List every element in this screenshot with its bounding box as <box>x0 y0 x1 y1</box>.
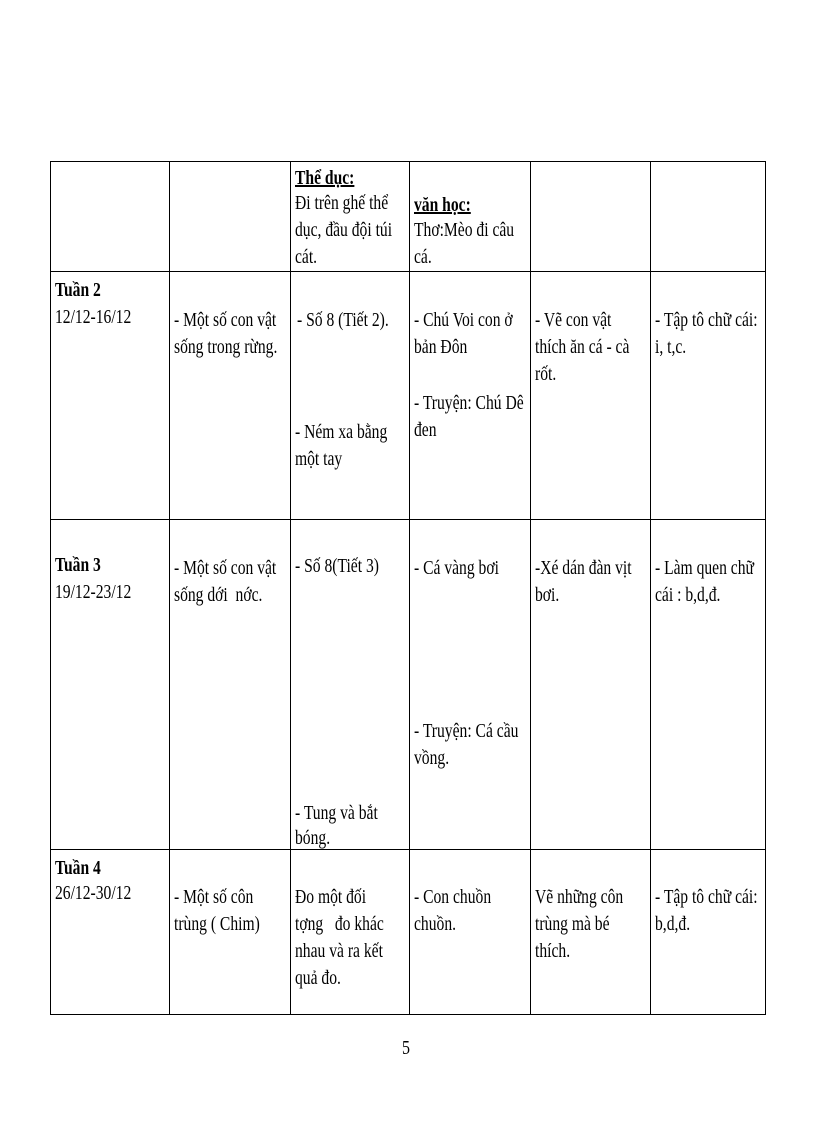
cell-text: - Truyện: Cá cầu <box>414 720 519 742</box>
row-divider <box>50 519 766 520</box>
column-divider <box>290 161 291 1015</box>
column-divider <box>169 161 170 1015</box>
cell-text: vồng. <box>414 747 450 769</box>
row-divider <box>50 849 766 850</box>
cell-text: bản Đôn <box>414 336 468 358</box>
pe-heading: Thể dục: <box>295 167 355 189</box>
cell-text: - Vẽ con vật <box>535 309 612 331</box>
cell-text: - Làm quen chữ <box>655 557 754 579</box>
cell-text: Đo một đối <box>295 886 367 908</box>
column-divider <box>409 161 410 1015</box>
cell-text: chuồn. <box>414 913 457 935</box>
cell-text: cát. <box>295 246 318 268</box>
cell-text: dục, đầu đội túi <box>295 219 393 241</box>
week-label: Tuần 4 <box>55 857 101 879</box>
page-number: 5 <box>402 1037 410 1059</box>
cell-text: Đi trên ghế thể <box>295 192 389 214</box>
cell-text: cá. <box>414 246 432 268</box>
cell-text: Vẽ những côn <box>535 886 624 908</box>
cell-text: sống trong rừng. <box>174 336 278 358</box>
cell-text: tợng đo khác <box>295 913 384 935</box>
cell-text: thích. <box>535 940 571 962</box>
cell-text: - Số 8 (Tiết 2). <box>297 309 389 331</box>
cell-text: - Một số côn <box>174 886 254 908</box>
cell-text: -Xé dán đàn vịt <box>535 557 632 579</box>
cell-text: đen <box>414 419 437 441</box>
cell-text: thích ăn cá - cà <box>535 336 630 358</box>
cell-text: - Số 8(Tiết 3) <box>295 555 379 577</box>
cell-text: - Con chuồn <box>414 886 492 908</box>
cell-text: - Ném xa bằng <box>295 421 388 443</box>
cell-text: - Tập tô chữ cái: <box>655 309 758 331</box>
cell-text: quả đo. <box>295 967 341 989</box>
week-label: Tuần 2 <box>55 279 101 301</box>
cell-text: - Một số con vật <box>174 309 277 331</box>
row-divider <box>50 271 766 272</box>
cell-text: i, t,c. <box>655 336 687 358</box>
cell-text: rốt. <box>535 363 557 385</box>
cell-text: trùng mà bé <box>535 913 610 935</box>
cell-text: một tay <box>295 448 343 470</box>
cell-text: bóng. <box>295 827 331 849</box>
week-dates: 19/12-23/12 <box>55 581 132 603</box>
column-divider <box>530 161 531 1015</box>
week-label: Tuần 3 <box>55 554 101 576</box>
cell-text: cái : b,d,đ. <box>655 584 721 606</box>
cell-text: - Chú Voi con ở <box>414 309 513 331</box>
cell-text: nhau và ra kết <box>295 940 383 962</box>
cell-text: Thơ:Mèo đi câu <box>414 219 515 241</box>
literature-heading: văn học: <box>414 194 471 216</box>
cell-text: b,d,đ. <box>655 913 691 935</box>
column-divider <box>650 161 651 1015</box>
week-dates: 12/12-16/12 <box>55 306 132 328</box>
cell-text: - Tập tô chữ cái: <box>655 886 758 908</box>
cell-text: sống dới nớc. <box>174 584 263 606</box>
cell-text: bơi. <box>535 584 560 606</box>
cell-text: - Một số con vật <box>174 557 277 579</box>
cell-text: trùng ( Chim) <box>174 913 260 935</box>
cell-text: - Truyện: Chú Dê <box>414 392 524 414</box>
cell-text: - Cá vàng bơi <box>414 557 499 579</box>
week-dates: 26/12-30/12 <box>55 882 132 904</box>
cell-text: - Tung và bắt <box>295 802 378 824</box>
